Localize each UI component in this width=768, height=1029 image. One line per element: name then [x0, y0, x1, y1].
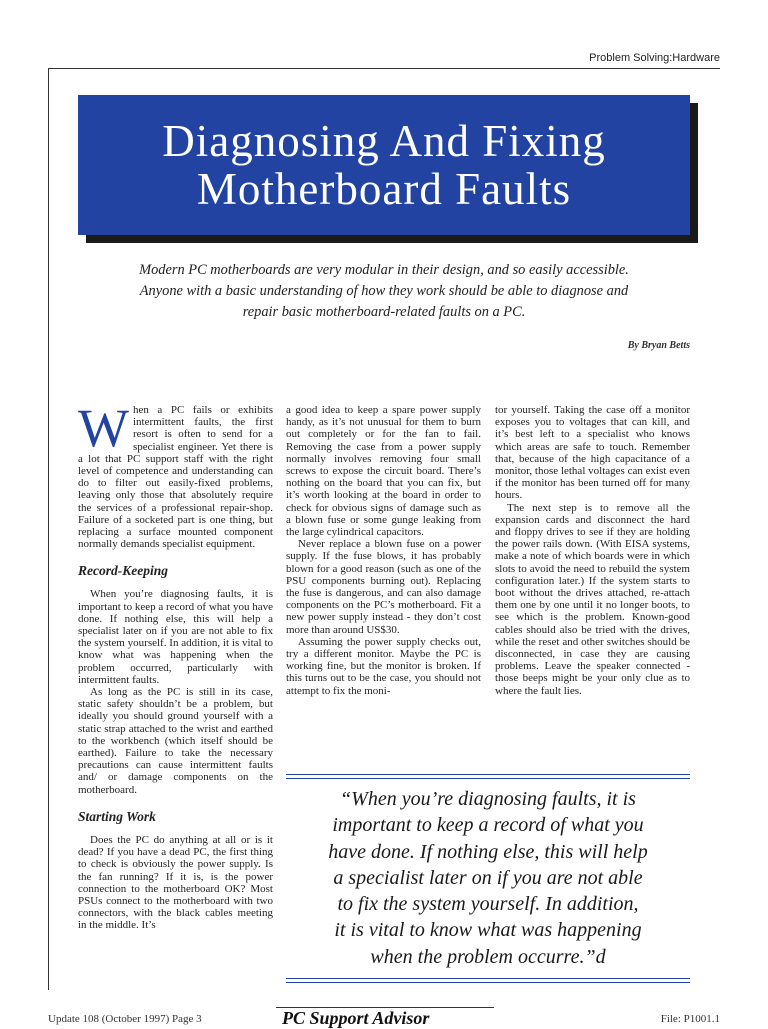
column-3: [495, 404, 690, 697]
intro-text: hen a PC fails or exhibits intermittent faults, the first resort is often to send for a specialist engineer. Yet there is a lot that PC support staff with the right level of competence and understanding can do to filter out easily-fixed problems, leaving only those that absolutely require the services of a professional repair-shop. Failure of a socketed part is one thing, but replacing a surface mounted component normally demands specialist equipment.: [78, 404, 273, 551]
pullquote-line: to fix the system yourself. In addition,: [337, 893, 639, 916]
pullquote-line: a specialist later on if you are not able: [333, 866, 643, 889]
pullquote-line: important to keep a record of what you: [332, 814, 644, 837]
column-1: [78, 398, 273, 932]
pullquote-rule-top-2: [286, 778, 690, 779]
pullquote-line: “When you’re diagnosing faults, it is: [340, 788, 636, 810]
pullquote-rule-bottom: [286, 978, 690, 979]
byline: By Bryan Betts: [627, 340, 690, 351]
footer-publication: PC Support Advisor: [282, 1008, 430, 1028]
pullquote-rule-top: [286, 774, 690, 775]
pullquote-line: it is vital to know what was happening: [334, 919, 642, 942]
paragraph: When you’re diagnosing faults, it is important to keep a record of what you have done. If nothing else, this will help a specialist later on if you are not able to fix the system yourself. In addition, it is vital to know what was happening when the problem occurred, particularly with intermittent faults.: [78, 588, 273, 686]
footer-file-id: File: P1001.1: [660, 1013, 720, 1025]
pullquote-line: when the problem occurre.”d: [370, 945, 606, 968]
heading-starting-work: Starting Work: [78, 808, 156, 824]
title-line-2: Motherboard Faults: [196, 164, 572, 214]
title-banner: [78, 95, 690, 235]
footer-page-info: Update 108 (October 1997) Page 3: [48, 1013, 202, 1025]
title-line-1: Diagnosing And Fixing: [162, 116, 606, 166]
pullquote: [290, 786, 686, 970]
intro-paragraph: [78, 398, 273, 551]
lead-line-1: Modern PC motherboards are very modular in their design, and so easily accessible.: [139, 262, 629, 278]
heading-record-keeping: Record-Keeping: [78, 563, 168, 579]
frame-left-rule: [48, 68, 49, 990]
lead-line-2: Anyone with a basic understanding of how they work should be able to diagnose and: [139, 283, 629, 299]
pullquote-rule-bottom-2: [286, 982, 690, 983]
drop-cap: W: [78, 398, 129, 458]
frame-top-rule: [48, 68, 720, 69]
paragraph: Does the PC do anything at all or is it dead? If you have a dead PC, the first thing to check is obviously the power supply. Is the fan running? If it is, is the power connection to the motherboard OK? Most PSUs connect to the motherboard with two connectors, with the black cables meeting in the middle. It’s: [78, 833, 273, 932]
paragraph: Never replace a blown fuse on a power supply. If the fuse blows, it has probably blown for a good reason (such as one of the PSU components burning out). Replacing the fuse is dangerous, and can also damage components on the PC’s motherboard. Fit a new power supply instead - they don’t cost more than around US$30.: [286, 538, 481, 636]
paragraph: tor yourself. Taking the case off a monitor exposes you to voltages that can kill, and it’s best left to a specialist who knows which areas are safe to touch. Remember that, because of the high capacitance of a monitor, those lethal voltages can exist even if the monitor has been turned off for many hours.: [495, 404, 690, 502]
paragraph: The next step is to remove all the expansion cards and disconnect the hard and floppy drives to see if they are holding the power rails down. (With EISA systems, make a note of which boards were in which slots to avoid the need to rebuild the system configuration later.) If the system starts to boot without the drives attached, re-attach them one by one until it no longer boots, to see which is the problem. Known-good cables should also be tried with the drives, while the reset and other switches should be disconnected, in case they are causing problems. Leave the speaker connected - those beeps might be your only clue as to where the fault lies.: [495, 501, 690, 697]
section-label: Problem Solving:Hardware: [589, 52, 720, 64]
column-2: [286, 404, 481, 697]
pullquote-line: have done. If nothing else, this will help: [328, 840, 648, 863]
paragraph: As long as the PC is still in its case, static safety shouldn’t be a problem, but ideally you should ground yourself with a static strap attached to the wrist and earthed to the workbench (which itself should be earthed). Failure to take the necessary precautions can cause intermittent faults and/ or damage components on the motherboard.: [78, 686, 273, 796]
lead-paragraph: [100, 260, 668, 323]
paragraph: a good idea to keep a spare power supply handy, as it’s not unusual for them to burn out completely or for the fan to fail. Removing the case from a power supply normally involves removing four small screws to expose the circuit board. There’s nothing on the board that you can fix, but it’s worth looking at the board in order to check for obvious signs of damage such as a blown fuse or some gunge leaking from the large cylindrical capacitors.: [286, 404, 481, 539]
lead-line-3: repair basic motherboard-related faults on a PC.: [242, 304, 526, 320]
paragraph: Assuming the power supply checks out, try a different monitor. Maybe the PC is working fine, but the monitor is broken. If this turns out to be the case, you should not attempt to fix the moni-: [286, 635, 481, 697]
